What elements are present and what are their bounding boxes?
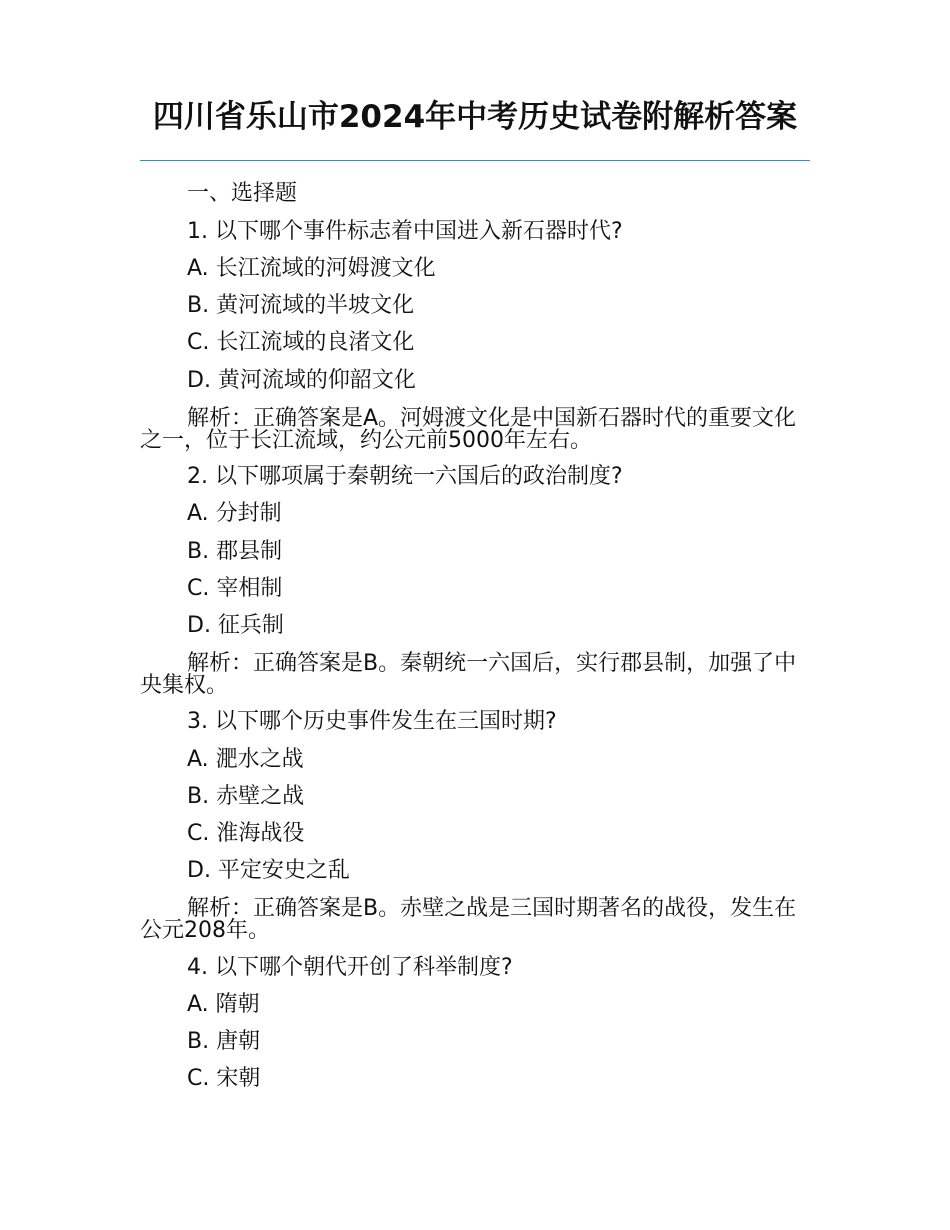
question-2-analysis: 解析：正确答案是B。秦朝统一六国后，实行郡县制，加强了中央集权。 [140, 651, 797, 698]
question-3-stem: 3. 以下哪个历史事件发生在三国时期? [187, 709, 557, 734]
question-4-stem: 4. 以下哪个朝代开创了科举制度? [187, 955, 513, 980]
question-3-analysis: 解析：正确答案是B。赤壁之战是三国时期著名的战役，发生在公元208年。 [140, 896, 797, 943]
question-3-option-c: C. 淮海战役 [187, 821, 305, 846]
question-1-analysis: 解析：正确答案是A。河姆渡文化是中国新石器时代的重要文化之一，位于长江流域，约公元前5000年左右。 [140, 406, 797, 453]
question-2-stem: 2. 以下哪项属于秦朝统一六国后的政治制度? [187, 464, 623, 489]
question-2-option-c: C. 宰相制 [187, 576, 283, 601]
question-3-option-d: D. 平定安史之乱 [187, 858, 350, 883]
question-2-option-b: B. 郡县制 [187, 539, 283, 564]
question-3-option-b: B. 赤壁之战 [187, 784, 305, 809]
question-4-option-a: A. 隋朝 [187, 992, 260, 1017]
question-2-option-d: D. 征兵制 [187, 613, 284, 638]
question-4-option-c: C. 宋朝 [187, 1066, 261, 1091]
question-1-option-a: A. 长江流域的河姆渡文化 [187, 256, 436, 281]
question-1-option-d: D. 黄河流域的仰韶文化 [187, 368, 416, 393]
question-3-option-a: A. 淝水之战 [187, 747, 304, 772]
question-1-option-c: C. 长江流域的良渚文化 [187, 330, 415, 355]
question-1-stem: 1. 以下哪个事件标志着中国进入新石器时代? [187, 219, 623, 244]
title-underline [140, 160, 810, 161]
question-4-option-b: B. 唐朝 [187, 1029, 261, 1054]
document-title: 四川省乐山市2024年中考历史试卷附解析答案 [152, 99, 798, 135]
section-heading: 一、选择题 [187, 181, 298, 206]
question-2-option-a: A. 分封制 [187, 501, 282, 526]
question-1-option-b: B. 黄河流域的半坡文化 [187, 293, 415, 318]
